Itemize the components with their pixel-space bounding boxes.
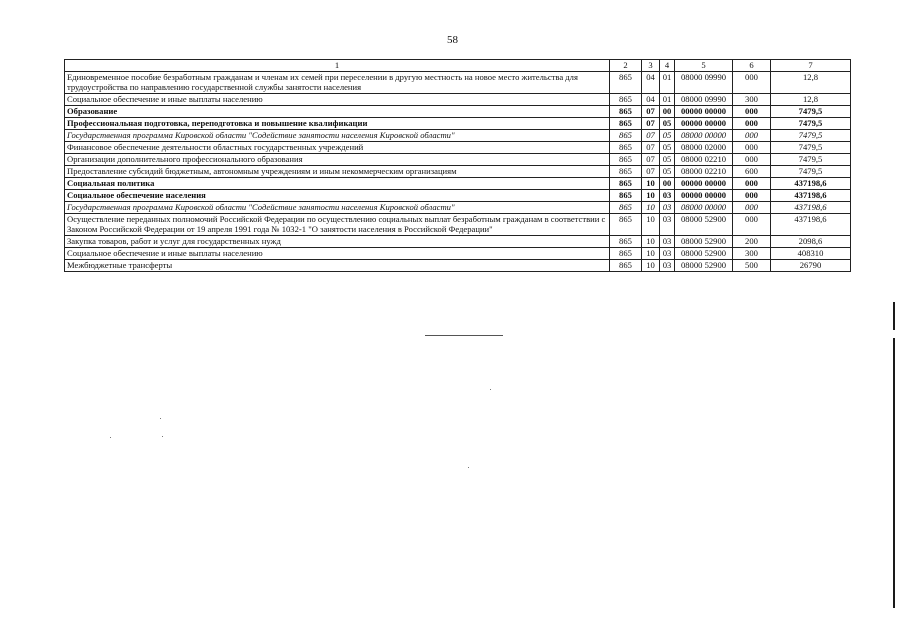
column-header: 1 <box>65 60 610 72</box>
cell-expense-type: 000 <box>733 213 771 235</box>
cell-section: 10 <box>642 189 660 201</box>
cell-section: 04 <box>642 93 660 105</box>
cell-amount: 7479,5 <box>771 141 851 153</box>
cell-target-article: 00000 00000 <box>675 177 733 189</box>
row-name: Социальное обеспечение населения <box>65 189 610 201</box>
cell-section: 10 <box>642 247 660 259</box>
row-name: Финансовое обеспечение деятельности областных государственных учреждений <box>65 141 610 153</box>
cell-expense-type: 000 <box>733 189 771 201</box>
cell-subsection: 05 <box>660 141 675 153</box>
cell-ministry: 865 <box>610 259 642 271</box>
cell-target-article: 08000 52900 <box>675 247 733 259</box>
column-header: 3 <box>642 60 660 72</box>
cell-section: 10 <box>642 201 660 213</box>
table-row <box>65 235 851 247</box>
cell-target-article: 08000 52900 <box>675 259 733 271</box>
cell-subsection: 03 <box>660 189 675 201</box>
scan-speck <box>160 418 161 419</box>
cell-amount: 26790 <box>771 259 851 271</box>
cell-target-article: 08000 09990 <box>675 93 733 105</box>
section-divider <box>425 335 503 336</box>
column-header: 6 <box>733 60 771 72</box>
table-row <box>65 153 851 165</box>
row-name: Организации дополнительного профессионального образования <box>65 153 610 165</box>
row-name: Закупка товаров, работ и услуг для государственных нужд <box>65 235 610 247</box>
row-name: Профессиональная подготовка, переподготовка и повышение квалификации <box>65 117 610 129</box>
page-number: 58 <box>447 34 458 46</box>
table-row <box>65 189 851 201</box>
cell-target-article: 00000 00000 <box>675 105 733 117</box>
row-name: Государственная программа Кировской области "Содействие занятости населения Кировской области" <box>65 129 610 141</box>
cell-target-article: 08000 52900 <box>675 213 733 235</box>
scan-speck <box>110 437 111 438</box>
column-header: 2 <box>610 60 642 72</box>
cell-amount: 437198,6 <box>771 189 851 201</box>
cell-amount: 7479,5 <box>771 117 851 129</box>
cell-expense-type: 000 <box>733 201 771 213</box>
cell-amount: 12,8 <box>771 93 851 105</box>
cell-expense-type: 000 <box>733 117 771 129</box>
cell-expense-type: 300 <box>733 93 771 105</box>
cell-section: 07 <box>642 153 660 165</box>
cell-target-article: 08000 02210 <box>675 165 733 177</box>
cell-section: 07 <box>642 129 660 141</box>
cell-subsection: 01 <box>660 93 675 105</box>
table-row <box>65 117 851 129</box>
scan-edge-mark <box>893 338 895 608</box>
cell-expense-type: 000 <box>733 153 771 165</box>
cell-ministry: 865 <box>610 71 642 93</box>
column-header: 7 <box>771 60 851 72</box>
cell-ministry: 865 <box>610 117 642 129</box>
cell-ministry: 865 <box>610 189 642 201</box>
cell-target-article: 08000 00000 <box>675 129 733 141</box>
cell-target-article: 08000 02210 <box>675 153 733 165</box>
cell-subsection: 03 <box>660 213 675 235</box>
cell-section: 07 <box>642 117 660 129</box>
cell-expense-type: 500 <box>733 259 771 271</box>
cell-expense-type: 000 <box>733 177 771 189</box>
cell-subsection: 00 <box>660 177 675 189</box>
row-name: Единовременное пособие безработным гражданам и членам их семей при переселении в другую местность на новое место жительства для трудоустройства по направлению государственной службы занятости населения <box>65 71 610 93</box>
cell-ministry: 865 <box>610 129 642 141</box>
row-name: Социальное обеспечение и иные выплаты населению <box>65 93 610 105</box>
cell-subsection: 03 <box>660 201 675 213</box>
cell-section: 10 <box>642 213 660 235</box>
row-name: Социальное обеспечение и иные выплаты населению <box>65 247 610 259</box>
cell-target-article: 00000 00000 <box>675 189 733 201</box>
cell-subsection: 05 <box>660 129 675 141</box>
cell-section: 10 <box>642 235 660 247</box>
cell-expense-type: 000 <box>733 141 771 153</box>
table-row <box>65 165 851 177</box>
cell-section: 10 <box>642 259 660 271</box>
cell-ministry: 865 <box>610 177 642 189</box>
cell-target-article: 08000 09990 <box>675 71 733 93</box>
cell-expense-type: 000 <box>733 71 771 93</box>
table-row <box>65 141 851 153</box>
row-name: Предоставление субсидий бюджетным, автономным учреждениям и иным некоммерческим организациям <box>65 165 610 177</box>
table-row <box>65 201 851 213</box>
cell-target-article: 08000 00000 <box>675 201 733 213</box>
cell-ministry: 865 <box>610 201 642 213</box>
cell-subsection: 00 <box>660 105 675 117</box>
cell-amount: 437198,6 <box>771 213 851 235</box>
table-body <box>65 71 851 271</box>
table-row <box>65 93 851 105</box>
header-row <box>65 60 851 72</box>
cell-expense-type: 000 <box>733 129 771 141</box>
cell-amount: 7479,5 <box>771 153 851 165</box>
row-name: Государственная программа Кировской области "Содействие занятости населения Кировской области" <box>65 201 610 213</box>
cell-subsection: 05 <box>660 117 675 129</box>
cell-target-article: 00000 00000 <box>675 117 733 129</box>
table-row <box>65 177 851 189</box>
cell-amount: 437198,6 <box>771 177 851 189</box>
table-row <box>65 129 851 141</box>
cell-subsection: 03 <box>660 247 675 259</box>
table-row <box>65 247 851 259</box>
table-row <box>65 213 851 235</box>
cell-amount: 2098,6 <box>771 235 851 247</box>
scan-edge-mark <box>893 302 895 330</box>
row-name: Межбюджетные трансферты <box>65 259 610 271</box>
table-row <box>65 71 851 93</box>
column-header: 5 <box>675 60 733 72</box>
cell-amount: 437198,6 <box>771 201 851 213</box>
cell-ministry: 865 <box>610 153 642 165</box>
cell-subsection: 03 <box>660 259 675 271</box>
cell-amount: 12,8 <box>771 71 851 93</box>
cell-section: 04 <box>642 71 660 93</box>
table-row <box>65 259 851 271</box>
cell-expense-type: 000 <box>733 105 771 117</box>
cell-amount: 408310 <box>771 247 851 259</box>
budget-table <box>64 59 851 272</box>
table-header <box>65 60 851 72</box>
cell-subsection: 05 <box>660 153 675 165</box>
row-name: Образование <box>65 105 610 117</box>
cell-ministry: 865 <box>610 141 642 153</box>
cell-ministry: 865 <box>610 165 642 177</box>
cell-amount: 7479,5 <box>771 105 851 117</box>
cell-ministry: 865 <box>610 93 642 105</box>
cell-section: 07 <box>642 105 660 117</box>
scan-speck <box>490 389 491 390</box>
cell-ministry: 865 <box>610 247 642 259</box>
cell-target-article: 08000 02000 <box>675 141 733 153</box>
cell-subsection: 01 <box>660 71 675 93</box>
cell-ministry: 865 <box>610 213 642 235</box>
scan-speck <box>162 436 163 437</box>
cell-subsection: 03 <box>660 235 675 247</box>
cell-ministry: 865 <box>610 105 642 117</box>
cell-expense-type: 300 <box>733 247 771 259</box>
row-name: Осуществление переданных полномочий Российской Федерации по осуществлению социальных выплат безработным гражданам в соответствии с Законом Российской Федерации от 19 апреля 1991 года № 1032-1 "О занятости населения в Российской Федерации" <box>65 213 610 235</box>
cell-expense-type: 600 <box>733 165 771 177</box>
cell-section: 10 <box>642 177 660 189</box>
cell-subsection: 05 <box>660 165 675 177</box>
cell-amount: 7479,5 <box>771 165 851 177</box>
cell-expense-type: 200 <box>733 235 771 247</box>
row-name: Социальная политика <box>65 177 610 189</box>
scan-speck <box>468 467 469 468</box>
table-row <box>65 105 851 117</box>
cell-amount: 7479,5 <box>771 129 851 141</box>
cell-target-article: 08000 52900 <box>675 235 733 247</box>
cell-section: 07 <box>642 141 660 153</box>
cell-ministry: 865 <box>610 235 642 247</box>
column-header: 4 <box>660 60 675 72</box>
cell-section: 07 <box>642 165 660 177</box>
